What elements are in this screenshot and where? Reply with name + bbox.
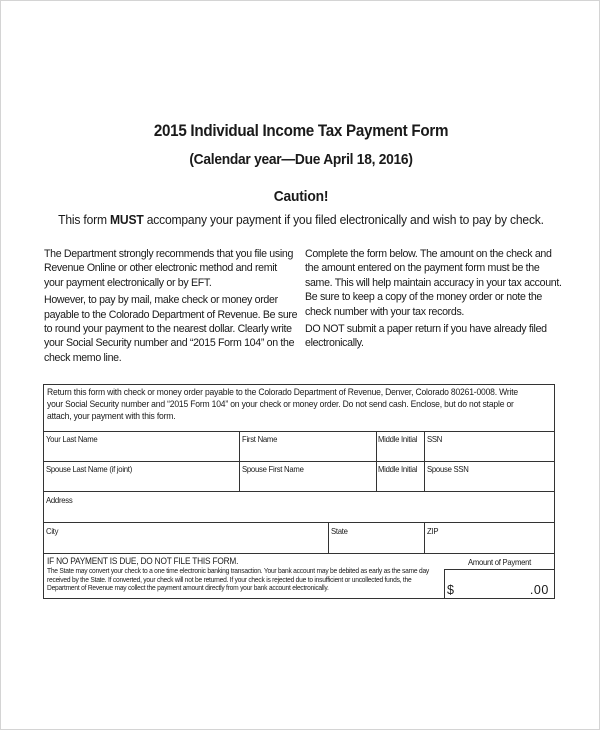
state-label: State bbox=[331, 526, 348, 536]
spouse-last-name-field[interactable] bbox=[45, 475, 237, 490]
must-prefix: This form bbox=[58, 212, 111, 227]
col-divider bbox=[424, 431, 425, 491]
col-divider bbox=[328, 522, 329, 553]
must-suffix: accompany your payment if you filed electronically and wish to pay by check. bbox=[143, 212, 544, 227]
instruction-paragraph: However, to pay by mail, make check or money order payable to the Colorado Department of Revenue. Be sure to round your payment to the nearest dollar. Clearly write your Social Security number and “2015 Form 104” on the check memo line. bbox=[44, 294, 298, 364]
form-intro-text: Return this form with check or money order payable to the Colorado Department of Revenue, Denver, Colorado 80261-0008. Write your Social Security number and “2015 Form 104” on your check or money order. Do not send cash. Enclose, but do not staple or attach, your payment with this form. bbox=[47, 387, 518, 421]
spouse-last-name-label: Spouse Last Name (if joint) bbox=[46, 464, 133, 474]
address-field[interactable] bbox=[45, 506, 553, 521]
form-subtitle: (Calendar year—Due April 18, 2016) bbox=[189, 151, 413, 168]
row-divider bbox=[43, 431, 555, 432]
spouse-first-name-field[interactable] bbox=[241, 475, 374, 490]
instruction-paragraph: Complete the form below. The amount on the check and the amount entered on the payment form must be the same. This will help maintain accuracy in your tax account. Be sure to keep a copy of the money order or note the check number with your tax records. bbox=[305, 248, 562, 318]
col-divider bbox=[239, 431, 240, 491]
spouse-first-name-label: Spouse First Name bbox=[242, 464, 304, 474]
amount-of-payment-field[interactable] bbox=[459, 581, 513, 597]
first-name-field[interactable] bbox=[241, 445, 374, 460]
ssn-field[interactable] bbox=[426, 445, 553, 460]
must-accompany-notice bbox=[22, 212, 580, 227]
row-divider bbox=[43, 491, 555, 492]
row-divider bbox=[43, 522, 555, 523]
spouse-ssn-label: Spouse SSN bbox=[427, 464, 469, 474]
row-divider bbox=[43, 461, 555, 462]
row-divider bbox=[43, 553, 555, 554]
spouse-middle-initial-label: Middle Initial bbox=[378, 464, 418, 474]
city-field[interactable] bbox=[45, 537, 326, 552]
form-title: 2015 Individual Income Tax Payment Form bbox=[153, 122, 449, 140]
must-emphasis: MUST bbox=[110, 212, 144, 227]
no-payment-notice: IF NO PAYMENT IS DUE, DO NOT FILE THIS FORM. bbox=[47, 556, 239, 566]
instruction-paragraph: DO NOT submit a paper return if you have already filed electronically. bbox=[305, 323, 547, 350]
middle-initial-field[interactable] bbox=[378, 445, 422, 460]
zip-label: ZIP bbox=[427, 526, 439, 536]
dollar-sign: $ bbox=[447, 583, 454, 597]
instructions-right bbox=[305, 247, 564, 354]
amount-of-payment-label: Amount of Payment bbox=[468, 557, 531, 567]
spouse-ssn-field[interactable] bbox=[426, 475, 553, 490]
instruction-paragraph: The Department strongly recommends that you file using Revenue Online or other electronic method and remit your payment electronically or by EFT. bbox=[44, 248, 294, 289]
col-divider bbox=[424, 522, 425, 553]
electronic-conversion-notice: The State may convert your check to a one time electronic banking transaction. Your bank account may be debited as early as the same day received by the State. If converted, your check will not be returned. If your check is rejected due to insufficient or uncollected funds, the Department of Revenue may collect the payment amount directly from your bank account electronically. bbox=[47, 566, 430, 593]
city-label: City bbox=[46, 526, 59, 536]
form-bottom-border bbox=[43, 598, 445, 599]
last-name-field[interactable] bbox=[45, 445, 237, 460]
spouse-middle-initial-field[interactable] bbox=[378, 475, 422, 490]
address-label: Address bbox=[46, 495, 73, 505]
col-divider bbox=[376, 431, 377, 491]
caution-heading: Caution! bbox=[273, 188, 329, 205]
instructions-left bbox=[44, 247, 298, 368]
last-name-label: Your Last Name bbox=[46, 434, 98, 444]
middle-initial-label: Middle Initial bbox=[378, 434, 418, 444]
first-name-label: First Name bbox=[242, 434, 278, 444]
state-field[interactable] bbox=[330, 537, 422, 552]
cents-value: .00 bbox=[529, 583, 549, 597]
ssn-label: SSN bbox=[427, 434, 443, 444]
zip-field[interactable] bbox=[426, 537, 553, 552]
